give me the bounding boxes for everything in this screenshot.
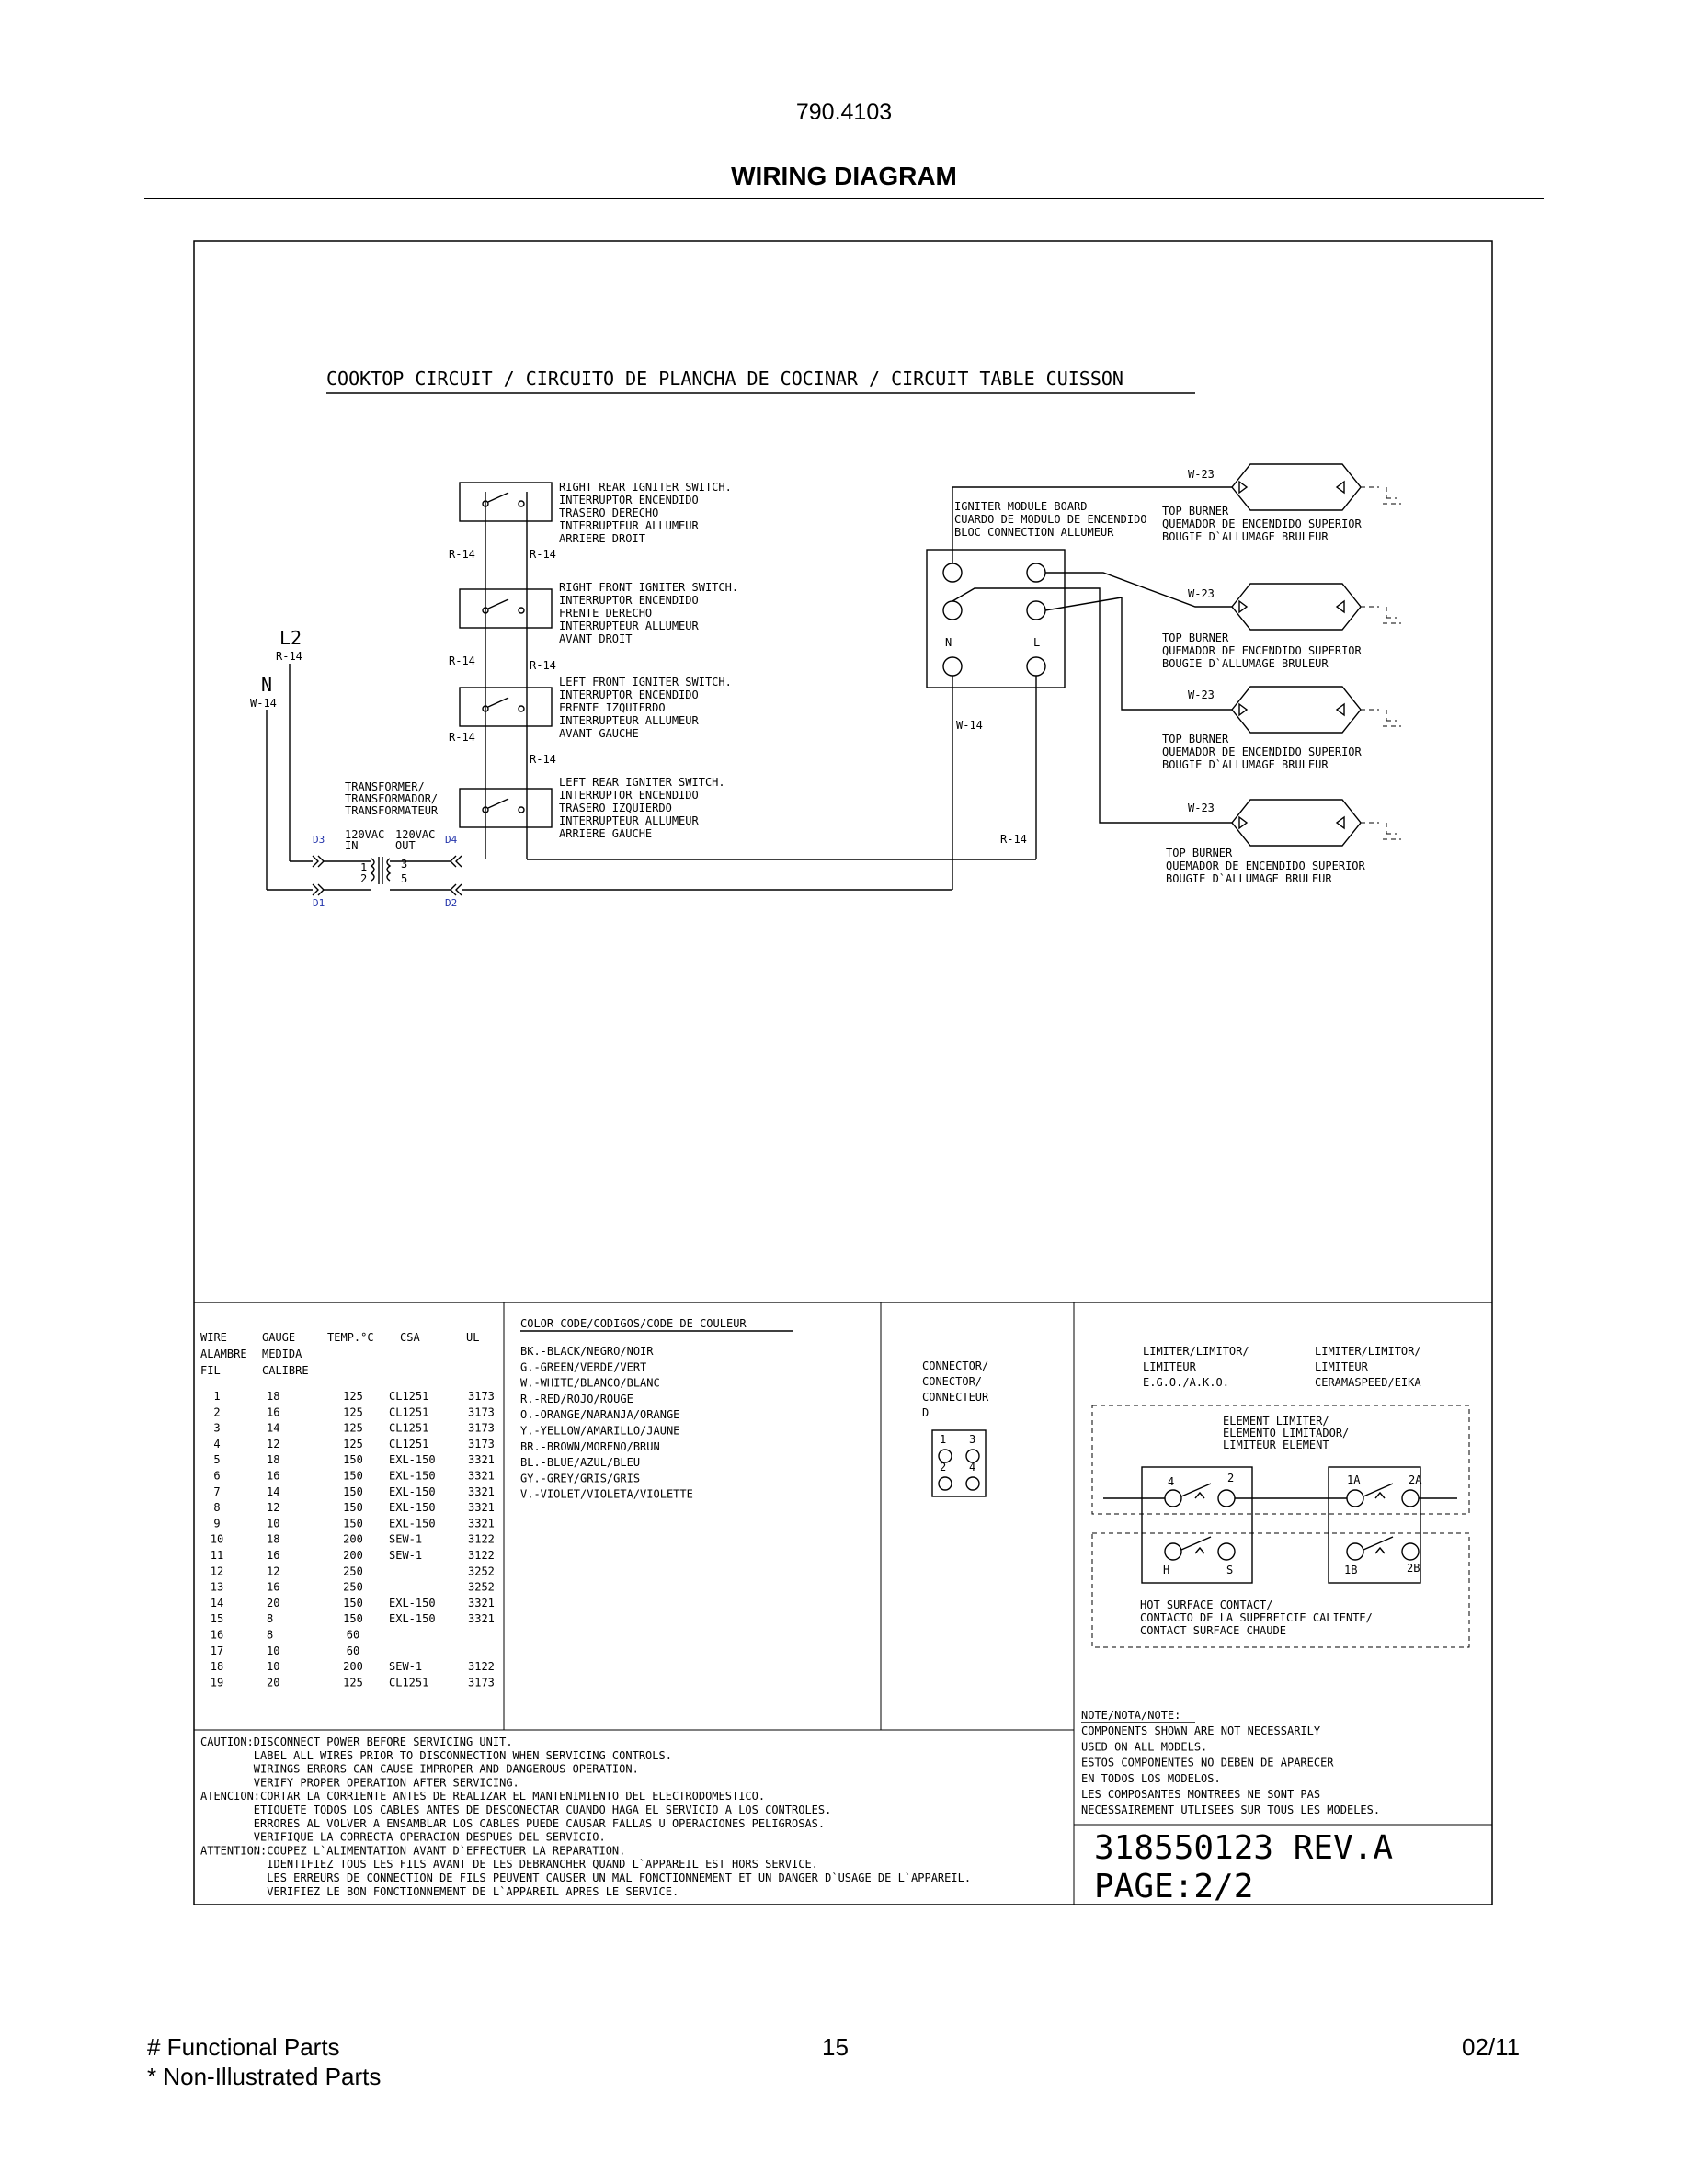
svg-text:LIMITEUR ELEMENT: LIMITEUR ELEMENT <box>1223 1439 1329 1451</box>
wire-table-cell: 10 <box>210 1532 224 1546</box>
svg-text:FIL: FIL <box>200 1364 221 1377</box>
caution-line: IDENTIFIEZ TOUS LES FILS AVANT DE LES DEBRANCHER QUAND L`APPAREIL EST HORS SERVICE. <box>200 1858 818 1871</box>
wire-table-cell: 10 <box>267 1517 280 1530</box>
switch-right-rear-text <box>559 481 732 545</box>
wire-table-cell: 3252 <box>468 1580 495 1594</box>
svg-text:4: 4 <box>1168 1475 1175 1488</box>
wire-table-cell: EXL-150 <box>389 1469 436 1483</box>
svg-text:1B: 1B <box>1344 1564 1358 1576</box>
svg-text:INTERRUPTOR ENCENDIDO: INTERRUPTOR ENCENDIDO <box>559 494 699 506</box>
r14-label-2: R-14 <box>530 548 556 561</box>
wire-table-cell: 3173 <box>468 1405 495 1419</box>
svg-text:WIRE: WIRE <box>200 1331 227 1344</box>
svg-text:5: 5 <box>401 872 408 885</box>
wire-table-cell: 200 <box>343 1549 363 1562</box>
wire-table-cell: 3 <box>213 1421 221 1435</box>
limiter-legend <box>1092 1345 1469 1647</box>
svg-text:QUEMADOR DE ENCENDIDO SUPERIOR: QUEMADOR DE ENCENDIDO SUPERIOR <box>1162 745 1362 758</box>
wire-table-cell: 3122 <box>468 1660 495 1674</box>
wire-table-cell: 15 <box>210 1612 224 1626</box>
wire-table-cell: 125 <box>343 1437 363 1450</box>
wire-table-cell: 125 <box>343 1405 363 1419</box>
wire-table-cell: 16 <box>267 1469 280 1483</box>
color-code-item: Y.-YELLOW/AMARILLO/JAUNE <box>520 1424 680 1438</box>
svg-text:IN: IN <box>345 839 359 852</box>
wire-table-cell: 3321 <box>468 1612 495 1626</box>
igniter-module-board <box>927 500 1147 688</box>
note-block <box>1081 1709 1380 1816</box>
svg-text:CONNECTEUR: CONNECTEUR <box>922 1391 989 1404</box>
wire-table-cell: 125 <box>343 1676 363 1689</box>
wire-table-cell: 150 <box>343 1469 363 1483</box>
color-code-item: BL.-BLUE/AZUL/BLEU <box>520 1456 641 1470</box>
color-code-item: GY.-GREY/GRIS/GRIS <box>520 1472 641 1485</box>
svg-text:INTERRUPTOR ENCENDIDO: INTERRUPTOR ENCENDIDO <box>559 594 699 607</box>
burner-3 <box>1162 687 1363 771</box>
wire-table-cell: 18 <box>267 1390 280 1403</box>
wire-table-cell: 12 <box>267 1501 280 1515</box>
caution-line: VERIFIEZ LE BON FONCTIONNEMENT DE L`APPAREIL APRES LE SERVICE. <box>200 1884 679 1898</box>
d1-label: D1 <box>313 897 325 909</box>
wire-table-cell: 16 <box>267 1580 280 1594</box>
wire-gauge-table <box>200 1331 495 1689</box>
svg-text:OUT: OUT <box>395 839 416 852</box>
color-code-item: O.-ORANGE/NARANJA/ORANGE <box>520 1408 680 1422</box>
connector-d <box>922 1359 989 1496</box>
svg-text:UL: UL <box>466 1331 480 1344</box>
switch-left-front-text <box>559 676 732 740</box>
svg-text:ELEMENTO LIMITADOR/: ELEMENTO LIMITADOR/ <box>1223 1427 1350 1439</box>
svg-text:H: H <box>1163 1564 1170 1576</box>
n-wire-label: W-14 <box>250 697 277 710</box>
wire-table-cell: 125 <box>343 1421 363 1435</box>
color-code-item: BK.-BLACK/NEGRO/NOIR <box>520 1345 654 1358</box>
svg-text:2: 2 <box>940 1461 947 1473</box>
svg-text:INTERRUPTEUR ALLUMEUR: INTERRUPTEUR ALLUMEUR <box>559 714 699 727</box>
svg-text:TOP BURNER: TOP BURNER <box>1162 505 1229 518</box>
svg-text:2: 2 <box>360 872 368 885</box>
wire-table-cell: 14 <box>210 1596 224 1610</box>
svg-text:LEFT FRONT IGNITER SWITCH.: LEFT FRONT IGNITER SWITCH. <box>559 676 732 688</box>
document-number: 790.4103 <box>795 99 893 125</box>
wire-table-cell: 18 <box>267 1532 280 1546</box>
svg-text:TOP BURNER: TOP BURNER <box>1166 847 1233 859</box>
svg-text:BOUGIE D`ALLUMAGE BRULEUR: BOUGIE D`ALLUMAGE BRULEUR <box>1166 872 1332 885</box>
svg-text:CALIBRE: CALIBRE <box>262 1364 309 1377</box>
svg-text:1: 1 <box>360 861 368 874</box>
caution-line: ERRORES AL VOLVER A ENSAMBLAR LOS CABLES PUEDE CAUSAR FALLAS U OPERACIONES PELIGROSAS. <box>200 1816 826 1830</box>
wire-table-cell: 3122 <box>468 1549 495 1562</box>
wire-table-cell: 18 <box>267 1453 280 1467</box>
wire-table-cell: 20 <box>267 1676 280 1689</box>
svg-text:QUEMADOR DE ENCENDIDO SUPERIOR: QUEMADOR DE ENCENDIDO SUPERIOR <box>1162 644 1362 657</box>
svg-text:TRANSFORMER/: TRANSFORMER/ <box>345 780 425 793</box>
wire-table-cell: SEW-1 <box>389 1532 423 1546</box>
r14-label-5: R-14 <box>449 731 475 744</box>
caution-line: ETIQUETE TODOS LOS CABLES ANTES DE DESCONECTAR CUANDO HAGA EL SERVICIO A LOS CONTROLES. <box>200 1803 832 1816</box>
wire-table-cell: 3321 <box>468 1517 495 1530</box>
svg-text:FRENTE DERECHO: FRENTE DERECHO <box>559 607 653 620</box>
wire-table-cell: 19 <box>210 1676 224 1689</box>
svg-text:LIMITEUR: LIMITEUR <box>1315 1360 1368 1373</box>
switch-left-rear-text <box>559 776 725 840</box>
svg-text:2B: 2B <box>1407 1562 1420 1575</box>
burner-2 <box>1162 584 1363 670</box>
svg-text:3: 3 <box>969 1433 976 1446</box>
svg-text:BOUGIE D`ALLUMAGE BRULEUR: BOUGIE D`ALLUMAGE BRULEUR <box>1162 657 1329 670</box>
wire-table-cell: 250 <box>343 1580 363 1594</box>
caution-line: ATTENTION:COUPEZ L`ALIMENTATION AVANT D`EFFECTUER LA REPARATION. <box>200 1844 626 1858</box>
svg-text:COLOR CODE/CODIGOS/CODE DE COU: COLOR CODE/CODIGOS/CODE DE COULEUR <box>520 1317 747 1330</box>
color-code-legend <box>520 1317 793 1501</box>
wire-table-cell: EXL-150 <box>389 1453 436 1467</box>
color-code-item: R.-RED/ROJO/ROUGE <box>520 1392 633 1405</box>
switch-left-front <box>460 688 552 726</box>
svg-text:RIGHT FRONT IGNITER SWITCH.: RIGHT FRONT IGNITER SWITCH. <box>559 581 739 594</box>
svg-text:2A: 2A <box>1409 1473 1422 1486</box>
svg-text:QUEMADOR DE ENCENDIDO SUPERIOR: QUEMADOR DE ENCENDIDO SUPERIOR <box>1166 859 1365 872</box>
d2-label: D2 <box>445 897 458 909</box>
color-code-item: V.-VIOLET/VIOLETA/VIOLETTE <box>520 1487 693 1501</box>
wire-table-cell: 17 <box>210 1644 224 1657</box>
svg-text:FRENTE IZQUIERDO: FRENTE IZQUIERDO <box>559 701 666 714</box>
burner-4 <box>1166 800 1366 885</box>
wire-table-cell: 8 <box>267 1612 274 1626</box>
svg-text:CONTACT SURFACE CHAUDE: CONTACT SURFACE CHAUDE <box>1140 1624 1286 1637</box>
svg-text:INTERRUPTEUR ALLUMEUR: INTERRUPTEUR ALLUMEUR <box>559 519 699 532</box>
svg-text:TOP BURNER: TOP BURNER <box>1162 733 1229 745</box>
svg-text:W-23: W-23 <box>1188 587 1215 600</box>
wire-table-cell: EXL-150 <box>389 1596 436 1610</box>
wire-table-cell: 150 <box>343 1484 363 1498</box>
svg-text:BOUGIE D`ALLUMAGE BRULEUR: BOUGIE D`ALLUMAGE BRULEUR <box>1162 758 1329 771</box>
svg-text:LIMITEUR: LIMITEUR <box>1143 1360 1196 1373</box>
r14-label-1: R-14 <box>449 548 475 561</box>
footer-non-illustrated-parts: * Non-Illustrated Parts <box>147 2063 382 2090</box>
switch-right-rear <box>460 483 552 521</box>
wire-table-cell: 11 <box>210 1549 224 1562</box>
wire-table-cell: 12 <box>267 1564 280 1578</box>
svg-text:CONTACTO DE LA SUPERFICIE CALI: CONTACTO DE LA SUPERFICIE CALIENTE/ <box>1140 1611 1373 1624</box>
svg-text:QUEMADOR DE ENCENDIDO SUPERIOR: QUEMADOR DE ENCENDIDO SUPERIOR <box>1162 518 1362 530</box>
footer-date: 02/11 <box>1462 2033 1521 2061</box>
wire-table-cell: 10 <box>267 1644 280 1657</box>
wire-table-cell: 200 <box>343 1532 363 1546</box>
wire-table-cell: 16 <box>267 1405 280 1419</box>
wire-table-cell: 125 <box>343 1390 363 1403</box>
l2-label: L2 <box>279 627 302 649</box>
wire-table-cell: 3122 <box>468 1532 495 1546</box>
wire-table-cell: EXL-150 <box>389 1501 436 1515</box>
wire-table-cell: 6 <box>213 1469 221 1483</box>
svg-text:W-23: W-23 <box>1188 688 1215 701</box>
wire-table-cell: 250 <box>343 1564 363 1578</box>
svg-text:1: 1 <box>940 1433 947 1446</box>
wire-table-cell: 3321 <box>468 1469 495 1483</box>
wire-table-cell: CL1251 <box>389 1421 429 1435</box>
wire-table-cell: 20 <box>267 1596 280 1610</box>
svg-text:BLOC CONNECTION ALLUMEUR: BLOC CONNECTION ALLUMEUR <box>954 526 1114 539</box>
wire-table-cell: 3252 <box>468 1564 495 1578</box>
page-indicator: PAGE:2/2 <box>1094 1868 1254 1905</box>
wire-table-cell: 3173 <box>468 1676 495 1689</box>
wire-table-cell: 16 <box>267 1549 280 1562</box>
wire-table-cell: SEW-1 <box>389 1660 423 1674</box>
wire-table-cell: 8 <box>213 1501 221 1515</box>
svg-text:CONECTOR/: CONECTOR/ <box>922 1375 983 1388</box>
wire-table-cell: 3321 <box>468 1484 495 1498</box>
svg-text:LIMITER/LIMITOR/: LIMITER/LIMITOR/ <box>1315 1345 1421 1358</box>
color-code-item: BR.-BROWN/MORENO/BRUN <box>520 1439 660 1453</box>
wire-table-cell: 10 <box>267 1660 280 1674</box>
note-line: NECESSAIREMENT UTLISEES SUR TOUS LES MODELES. <box>1081 1803 1381 1817</box>
wire-table-cell: 3173 <box>468 1390 495 1403</box>
svg-text:AVANT GAUCHE: AVANT GAUCHE <box>559 727 639 740</box>
caution-line: CAUTION:DISCONNECT POWER BEFORE SERVICING UNIT. <box>200 1735 513 1748</box>
svg-text:LIMITER/LIMITOR/: LIMITER/LIMITOR/ <box>1143 1345 1249 1358</box>
wire-table-cell: 14 <box>267 1421 280 1435</box>
svg-text:W-23: W-23 <box>1188 802 1215 814</box>
note-line: EN TODOS LOS MODELOS. <box>1081 1771 1221 1785</box>
d3-label: D3 <box>313 834 325 846</box>
wire-table-cell: 12 <box>267 1437 280 1450</box>
svg-text:2: 2 <box>1227 1472 1235 1484</box>
svg-text:CUARDO DE MODULO DE ENCENDIDO: CUARDO DE MODULO DE ENCENDIDO <box>954 513 1147 526</box>
svg-text:MEDIDA: MEDIDA <box>262 1348 302 1360</box>
wire-table-cell: 1 <box>213 1390 221 1403</box>
wire-table-cell: 150 <box>343 1517 363 1530</box>
wire-table-cell: 3173 <box>468 1437 495 1450</box>
svg-text:LEFT REAR IGNITER SWITCH.: LEFT REAR IGNITER SWITCH. <box>559 776 725 789</box>
wire-table-cell: 13 <box>210 1580 224 1594</box>
svg-text:BOUGIE D`ALLUMAGE BRULEUR: BOUGIE D`ALLUMAGE BRULEUR <box>1162 530 1329 543</box>
note-line: USED ON ALL MODELS. <box>1081 1740 1208 1754</box>
r14-label-3: R-14 <box>449 654 475 667</box>
wire-table-cell: 2 <box>213 1405 221 1419</box>
svg-text:4: 4 <box>969 1461 976 1473</box>
wire-table-cell: 18 <box>210 1660 224 1674</box>
r14-label-6: R-14 <box>530 753 556 766</box>
wire-table-cell: 4 <box>213 1437 221 1450</box>
wire-table-cell: 150 <box>343 1596 363 1610</box>
svg-text:INTERRUPTEUR ALLUMEUR: INTERRUPTEUR ALLUMEUR <box>559 814 699 827</box>
w14-module-label: W-14 <box>956 719 983 732</box>
svg-text:CONNECTOR/: CONNECTOR/ <box>922 1359 989 1372</box>
d4-label: D4 <box>445 834 458 846</box>
caution-line: ATENCION:CORTAR LA CORRIENTE ANTES DE REALIZAR EL MANTENIMIENTO DEL ELECTRODOMESTICO. <box>200 1790 766 1803</box>
wire-table-cell: 150 <box>343 1453 363 1467</box>
wire-table-cell: 12 <box>210 1564 224 1578</box>
wire-table-cell: EXL-150 <box>389 1484 436 1498</box>
caution-line: WIRINGS ERRORS CAN CAUSE IMPROPER AND DANGEROUS OPERATION. <box>200 1762 639 1776</box>
wire-table-cell: CL1251 <box>389 1390 429 1403</box>
svg-text:W-23: W-23 <box>1188 468 1215 481</box>
svg-text:L: L <box>1033 636 1041 649</box>
svg-text:TOP BURNER: TOP BURNER <box>1162 631 1229 644</box>
wire-table-cell: 7 <box>213 1484 221 1498</box>
svg-text:S: S <box>1226 1564 1234 1576</box>
svg-text:RIGHT REAR IGNITER SWITCH.: RIGHT REAR IGNITER SWITCH. <box>559 481 732 494</box>
document-reference: 318550123 REV.A <box>1094 1829 1394 1867</box>
svg-text:INTERRUPTOR ENCENDIDO: INTERRUPTOR ENCENDIDO <box>559 688 699 701</box>
wire-table-cell: 3173 <box>468 1421 495 1435</box>
wire-table-cell: 14 <box>267 1484 280 1498</box>
svg-text:E.G.O./A.K.O.: E.G.O./A.K.O. <box>1143 1376 1229 1389</box>
wire-table-cell: 150 <box>343 1612 363 1626</box>
transformer <box>345 780 439 885</box>
wire-table-cell: 8 <box>267 1628 274 1642</box>
n-label: N <box>261 674 273 696</box>
diagram-frame <box>194 241 1492 1905</box>
note-line: NOTE/NOTA/NOTE: <box>1081 1709 1181 1722</box>
circuit-title: COOKTOP CIRCUIT / CIRCUITO DE PLANCHA DE COCINAR / CIRCUIT TABLE CUISSON <box>326 368 1123 390</box>
wire-table-cell: 3321 <box>468 1501 495 1515</box>
wire-table-cell: 200 <box>343 1660 363 1674</box>
wire-table-cell: 16 <box>210 1628 224 1642</box>
note-line: ESTOS COMPONENTES NO DEBEN DE APARECER <box>1081 1756 1334 1769</box>
svg-text:INTERRUPTOR ENCENDIDO: INTERRUPTOR ENCENDIDO <box>559 789 699 802</box>
svg-text:ARRIERE GAUCHE: ARRIERE GAUCHE <box>559 827 653 840</box>
wire-table-cell: 150 <box>343 1501 363 1515</box>
note-line: COMPONENTS SHOWN ARE NOT NECESSARILY <box>1081 1724 1321 1738</box>
color-code-item: W.-WHITE/BLANCO/BLANC <box>520 1376 660 1390</box>
svg-text:CSA: CSA <box>400 1331 420 1344</box>
svg-text:ARRIERE DROIT: ARRIERE DROIT <box>559 532 645 545</box>
wire-table-cell: 5 <box>213 1453 221 1467</box>
wire-table-cell: EXL-150 <box>389 1612 436 1626</box>
l2-wire-label: R-14 <box>276 650 302 663</box>
wire-table-cell: EXL-150 <box>389 1517 436 1530</box>
svg-text:CERAMASPEED/EIKA: CERAMASPEED/EIKA <box>1315 1376 1421 1389</box>
svg-text:TRASERO IZQUIERDO: TRASERO IZQUIERDO <box>559 802 672 814</box>
svg-text:TRANSFORMATEUR: TRANSFORMATEUR <box>345 804 439 817</box>
caution-line: LES ERREURS DE CONNECTION DE FILS PEUVENT CAUSER UN MAL FONCTIONNEMENT ET UN DANGER D`USAGE DE L`APPAREIL. <box>200 1871 972 1884</box>
svg-text:GAUGE: GAUGE <box>262 1331 296 1344</box>
svg-text:120VAC: 120VAC <box>345 828 385 841</box>
caution-block <box>200 1735 971 1898</box>
footer-functional-parts: # Functional Parts <box>147 2033 340 2061</box>
page-title: WIRING DIAGRAM <box>731 162 957 190</box>
svg-text:1A: 1A <box>1347 1473 1361 1486</box>
wire-table-cell: 60 <box>346 1628 360 1642</box>
burner-1 <box>1162 464 1363 543</box>
r14-label-4: R-14 <box>530 659 556 672</box>
r14-module-label: R-14 <box>1000 833 1027 846</box>
wire-table-cell: 60 <box>346 1644 360 1657</box>
wire-table-cell: CL1251 <box>389 1676 429 1689</box>
caution-line: VERIFY PROPER OPERATION AFTER SERVICING. <box>200 1776 519 1790</box>
color-code-item: G.-GREEN/VERDE/VERT <box>520 1360 647 1374</box>
page-number: 15 <box>822 2033 849 2061</box>
wire-table-cell: 3321 <box>468 1453 495 1467</box>
caution-line: VERIFIQUE LA CORRECTA OPERACION DESPUES DEL SERVICIO. <box>200 1830 606 1844</box>
svg-text:INTERRUPTEUR ALLUMEUR: INTERRUPTEUR ALLUMEUR <box>559 620 699 632</box>
caution-line: LABEL ALL WIRES PRIOR TO DISCONNECTION WHEN SERVICING CONTROLS. <box>200 1748 672 1762</box>
svg-text:N: N <box>945 636 952 649</box>
switch-right-front <box>460 589 552 628</box>
wire-table-cell: SEW-1 <box>389 1549 423 1562</box>
svg-text:TRANSFORMADOR/: TRANSFORMADOR/ <box>345 792 439 805</box>
svg-text:D: D <box>922 1406 930 1419</box>
switch-left-rear <box>460 789 552 827</box>
note-line: LES COMPOSANTES MONTREES NE SONT PAS <box>1081 1788 1321 1801</box>
svg-text:TRASERO DERECHO: TRASERO DERECHO <box>559 506 659 519</box>
svg-text:ELEMENT LIMITER/: ELEMENT LIMITER/ <box>1223 1415 1329 1428</box>
wire-table-cell: 3321 <box>468 1596 495 1610</box>
wire-table-cell: 9 <box>213 1517 221 1530</box>
svg-text:AVANT DROIT: AVANT DROIT <box>559 632 633 645</box>
wire-table-cell: CL1251 <box>389 1437 429 1450</box>
switch-right-front-text <box>559 581 738 645</box>
svg-text:HOT SURFACE CONTACT/: HOT SURFACE CONTACT/ <box>1140 1598 1273 1611</box>
svg-text:TEMP.°C: TEMP.°C <box>327 1331 374 1344</box>
wire-table-cell: CL1251 <box>389 1405 429 1419</box>
svg-text:120VAC: 120VAC <box>395 828 436 841</box>
svg-text:3: 3 <box>401 858 408 870</box>
svg-text:ALAMBRE: ALAMBRE <box>200 1348 247 1360</box>
svg-text:IGNITER MODULE BOARD: IGNITER MODULE BOARD <box>954 500 1088 513</box>
